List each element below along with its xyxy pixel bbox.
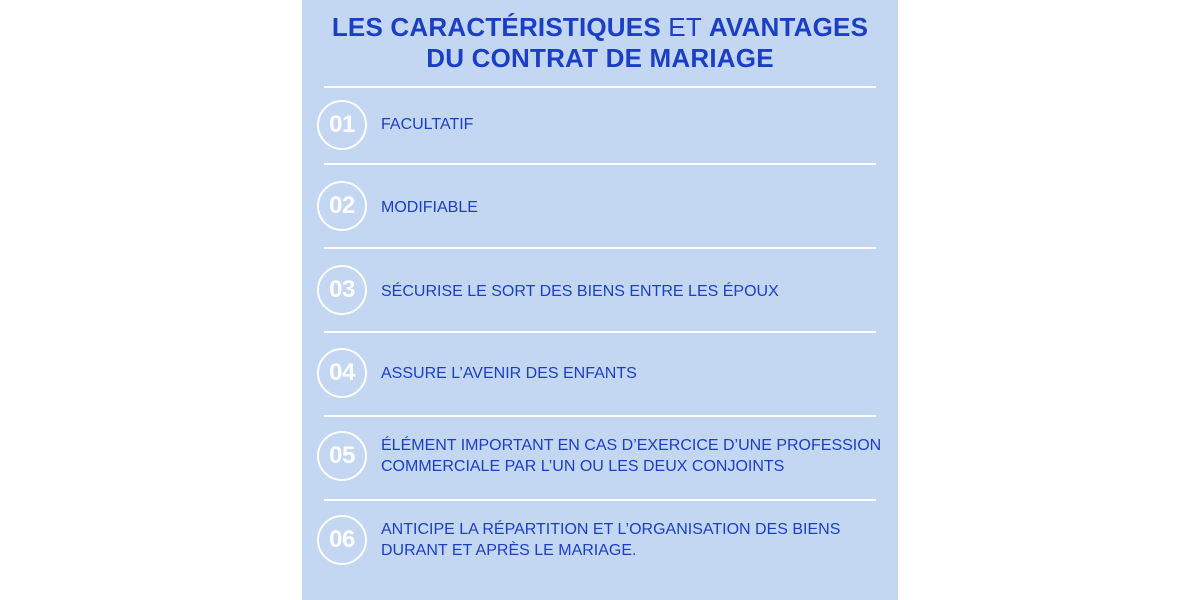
title-word-et: ET — [660, 12, 709, 42]
infographic-card — [302, 0, 898, 600]
number-badge: 04 — [317, 348, 367, 398]
list-item — [302, 333, 898, 417]
number-badge: 02 — [317, 181, 367, 231]
number-badge: 03 — [317, 265, 367, 315]
title-line-1 — [302, 12, 898, 43]
list-item — [302, 249, 898, 333]
list-item — [302, 165, 898, 249]
number-badge: 01 — [317, 100, 367, 150]
list-item — [302, 82, 898, 166]
list-item — [302, 501, 898, 585]
item-label: MODIFIABLE — [381, 198, 478, 216]
title-word-caracteristiques: LES CARACTÉRISTIQUES — [331, 12, 661, 42]
item-label: SÉCURISE LE SORT DES BIENS ENTRE LES ÉPOUX — [381, 282, 779, 300]
item-label: FACULTATIF — [381, 115, 474, 133]
number-badge: 05 — [317, 431, 367, 481]
item-label: ÉLÉMENT IMPORTANT EN CAS D’EXERCICE D’UNE PROFESSION COMMERCIALE PAR L’UN OU LES DEUX CONJOINTS — [381, 437, 882, 475]
title-line-2: DU CONTRAT DE MARIAGE — [426, 43, 774, 73]
list-item — [302, 417, 898, 501]
infographic-title — [302, 12, 898, 74]
number-badge: 06 — [317, 515, 367, 565]
title-word-avantages: AVANTAGES — [708, 12, 869, 42]
item-label: ANTICIPE LA RÉPARTITION ET L’ORGANISATION DES BIENS DURANT ET APRÈS LE MARIAGE. — [381, 521, 841, 559]
item-label: ASSURE L’AVENIR DES ENFANTS — [381, 364, 637, 382]
